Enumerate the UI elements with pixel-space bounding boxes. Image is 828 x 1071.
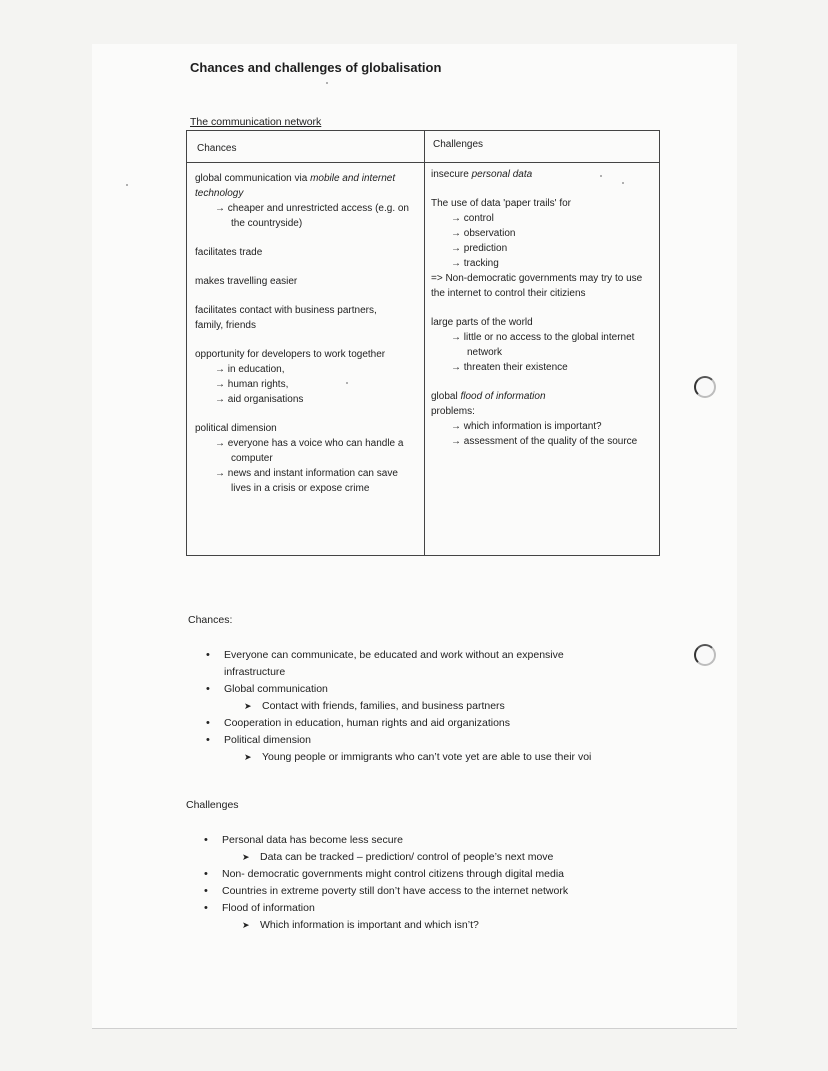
section-title: The communication network — [190, 116, 322, 128]
pol-sub-item: → news and instant information can save — [215, 468, 398, 479]
challenges-header: Challenges — [433, 139, 484, 150]
challenge-large-parts: large parts of the world — [431, 317, 533, 328]
table-column-divider — [424, 131, 425, 555]
table-header-divider — [187, 162, 659, 163]
data-sub-item: → tracking — [451, 258, 499, 269]
arrow-icon: → — [451, 258, 461, 269]
flood-sub-item: → which information is important? — [451, 421, 602, 432]
chance-contact: facilitates contact with business partners, — [195, 305, 377, 316]
chance-contact-cont: family, friends — [195, 320, 256, 331]
data-sub-item: → control — [451, 213, 494, 224]
pol-sub-item: → everyone has a voice who can handle a — [215, 438, 404, 449]
global-comm-line: global communication via mobile and internet — [195, 173, 396, 184]
scan-speck — [600, 175, 602, 177]
pol-sub-item-cont: lives in a crisis or expose crime — [231, 483, 370, 494]
arrow-icon: → — [215, 364, 225, 375]
chances-header: Chances — [197, 143, 237, 154]
global-comm-line2: technology — [195, 188, 244, 199]
challenge-flood: global flood of information — [431, 391, 546, 402]
challenge-use-of-data: The use of data 'paper trails' for — [431, 198, 572, 209]
arrow-icon: → — [451, 243, 461, 254]
summary-sub-item: ➤ Contact with friends, families, and business partners — [188, 698, 648, 715]
lp-sub-item-cont: network — [467, 347, 503, 358]
dev-sub-item: → in education, — [215, 364, 285, 375]
pol-sub-item-cont: computer — [231, 453, 273, 464]
challenges-summary-label: Challenges — [186, 799, 239, 811]
arrow-icon: → — [215, 394, 225, 405]
summary-sub-item: ➤ Data can be tracked – prediction/ control of people’s next move — [186, 849, 646, 866]
arrow-icon: → — [451, 421, 461, 432]
scan-speck — [126, 184, 128, 186]
punch-hole — [694, 376, 716, 398]
arrow-icon: → — [215, 468, 225, 479]
chances-summary-label: Chances: — [188, 614, 233, 626]
chevron-icon: ➤ — [242, 852, 250, 862]
challenges-column — [431, 167, 659, 449]
challenge-insecure: insecure personal data — [431, 169, 533, 180]
summary-bullet: • Countries in extreme poverty still don’t have access to the internet network — [186, 883, 646, 900]
arrow-icon: → — [451, 436, 461, 447]
summary-bullet: • Cooperation in education, human rights and aid organizations — [188, 715, 648, 732]
summary-sub-item: ➤ Which information is important and which isn’t? — [186, 917, 646, 934]
chance-political: political dimension — [195, 423, 277, 434]
arrow-icon: → — [215, 203, 225, 214]
summary-bullet: • Everyone can communicate, be educated and work without an expensive — [188, 647, 648, 664]
scan-speck — [346, 382, 348, 384]
summary-bullet: • Non- democratic governments might control citizens through digital media — [186, 866, 646, 883]
chance-developers: opportunity for developers to work together — [195, 349, 386, 360]
arrow-icon: → — [451, 332, 461, 343]
summary-sub-item: ➤ Young people or immigrants who can’t vote yet are able to use their voi — [188, 749, 648, 766]
chance-travel: makes travelling easier — [195, 276, 298, 287]
arrow-icon: → — [451, 213, 461, 224]
summary-bullet: • Personal data has become less secure — [186, 832, 646, 849]
challenges-summary — [186, 797, 646, 934]
global-comm-sub: → cheaper and unrestricted access (e.g. on — [215, 203, 409, 214]
challenge-problems: problems: — [431, 406, 475, 417]
dev-sub-item: → human rights, — [215, 379, 289, 390]
chevron-icon: ➤ — [242, 920, 250, 930]
summary-bullet-cont: infrastructure — [224, 666, 286, 678]
summary-bullet: • Global communication — [188, 681, 648, 698]
arrow-icon: → — [451, 228, 461, 239]
scan-speck — [326, 82, 328, 84]
chances-summary — [188, 612, 648, 766]
global-comm-sub-cont: the countryside) — [231, 218, 303, 229]
lp-sub-item: → threaten their existence — [451, 362, 568, 373]
flood-sub-item: → assessment of the quality of the source — [451, 436, 638, 447]
chevron-icon: ➤ — [244, 752, 252, 762]
page-title: Chances and challenges of globalisation — [190, 60, 442, 75]
punch-hole — [694, 644, 716, 666]
summary-bullet: • Political dimension — [188, 732, 648, 749]
arrow-icon: → — [215, 379, 225, 390]
chances-column — [195, 171, 421, 496]
chances-challenges-table — [186, 130, 660, 556]
chance-trade: facilitates trade — [195, 247, 263, 258]
challenge-nondemocratic: => Non-democratic governments may try to use — [431, 273, 643, 284]
arrow-icon: → — [215, 438, 225, 449]
chevron-icon: ➤ — [244, 701, 252, 711]
lp-sub-item: → little or no access to the global internet — [451, 332, 635, 343]
arrow-icon: → — [451, 362, 461, 373]
dev-sub-item: → aid organisations — [215, 394, 304, 405]
challenge-nondemocratic-cont: the internet to control their citiziens — [431, 288, 586, 299]
data-sub-item: → observation — [451, 228, 516, 239]
scan-speck — [622, 182, 624, 184]
summary-bullet: • Flood of information — [186, 900, 646, 917]
data-sub-item: → prediction — [451, 243, 508, 254]
